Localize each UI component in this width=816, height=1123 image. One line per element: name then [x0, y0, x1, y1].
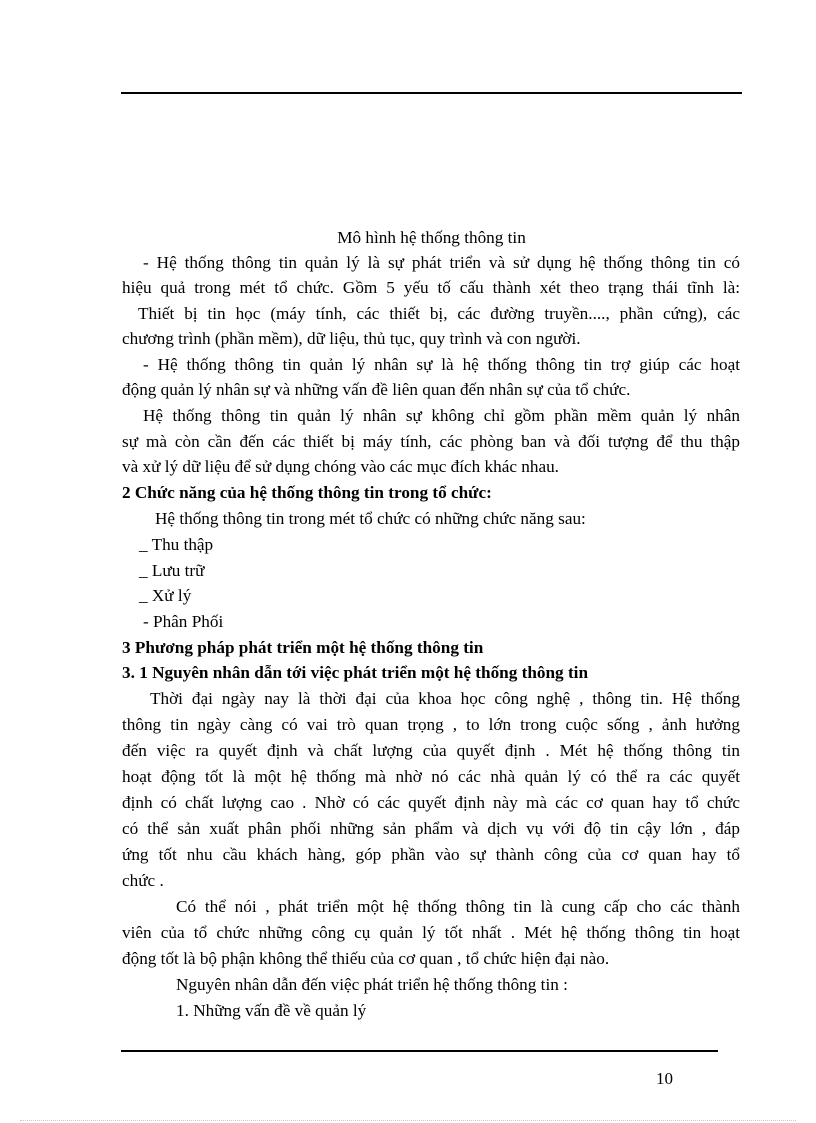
section-title: Mô hình hệ thống thông tin [337, 228, 526, 247]
reasons-intro: Nguyên nhân dẫn đến việc phát triển hệ thống thông tin : [176, 975, 568, 994]
functions-intro: Hệ thống thông tin trong mét tổ chức có những chức năng sau: [155, 509, 586, 528]
heading-2: 2 Chức năng của hệ thống thông tin trong tổ chức: [122, 483, 492, 502]
text-line: thông tin ngày càng có vai trò quan trọng , to lớn trong cuộc sống , ảnh hưởng [122, 715, 740, 734]
function-item: _ Lưu trữ [139, 561, 205, 580]
text-line: Hệ thống thông tin quản lý nhân sự không chỉ gồm phần mềm quản lý nhân [143, 406, 740, 425]
text-line: động quản lý nhân sự và những vấn đề liên quan đến nhân sự của tổ chức. [122, 380, 631, 399]
text-line: có thể sản xuất phân phối những sản phẩm và dịch vụ với độ tin cậy lớn , đáp [122, 819, 740, 838]
text-line: và xử lý dữ liệu để sử dụng chóng vào các mục đích khác nhau. [122, 457, 559, 476]
text-line: hoạt động tốt là một hệ thống mà nhờ nó các nhà quản lý có thể ra các quyết [122, 767, 740, 786]
function-item: _ Thu thập [139, 535, 214, 554]
text-line: sự mà còn cần đến các thiết bị máy tính, các phòng ban và đối tượng để thu thập [122, 432, 740, 451]
header-rule [121, 92, 742, 94]
text-line: động tốt là bộ phận không thể thiếu của cơ quan , tổ chức hiện đại nào. [122, 949, 610, 968]
page-number: 10 [656, 1069, 673, 1088]
text-line: hiệu quả trong mét tổ chức. Gồm 5 yếu tố cấu thành xét theo trạng thái tĩnh là: [122, 278, 740, 297]
text-line: đến việc ra quyết định và chất lượng của quyết định . Mét hệ thống thông tin [122, 741, 740, 760]
function-item: - Phân Phối [143, 612, 224, 631]
function-item: _ Xử lý [139, 586, 192, 605]
footer-rule [121, 1050, 718, 1052]
text-line: chương trình (phần mềm), dữ liệu, thủ tục, quy trình và con người. [122, 329, 581, 348]
page-edge-divider [20, 1120, 796, 1121]
text-line: Có thể nói , phát triển một hệ thống thông tin là cung cấp cho các thành [176, 897, 740, 916]
heading-3-1: 3. 1 Nguyên nhân dẫn tới việc phát triển một hệ thống thông tin [122, 663, 589, 682]
text-line: - Hệ thống thông tin quản lý là sự phát triển và sử dụng hệ thống thông tin có [143, 253, 740, 272]
text-line: định có chất lượng cao . Nhờ có các quyết định này mà các cơ quan hay tổ chức [122, 793, 740, 812]
text-line: Thời đại ngày nay là thời đại của khoa học công nghệ , thông tin. Hệ thống [150, 689, 740, 708]
text-line: ứng tốt nhu cầu khách hàng, góp phần vào sự thành công của cơ quan hay tổ [122, 845, 740, 864]
text-line: - Hệ thống thông tin quản lý nhân sự là hệ thống thông tin trợ giúp các hoạt [143, 355, 740, 374]
reason-item: 1. Những vấn đề về quản lý [176, 1001, 367, 1020]
text-line: viên của tổ chức những công cụ quản lý tốt nhất . Mét hệ thống thông tin hoạt [122, 923, 740, 942]
text-line: chức . [122, 871, 164, 890]
text-line: Thiết bị tin học (máy tính, các thiết bị, các đường truyền...., phần cứng), các [138, 304, 740, 323]
heading-3: 3 Phương pháp phát triển một hệ thống thông tin [122, 638, 484, 657]
